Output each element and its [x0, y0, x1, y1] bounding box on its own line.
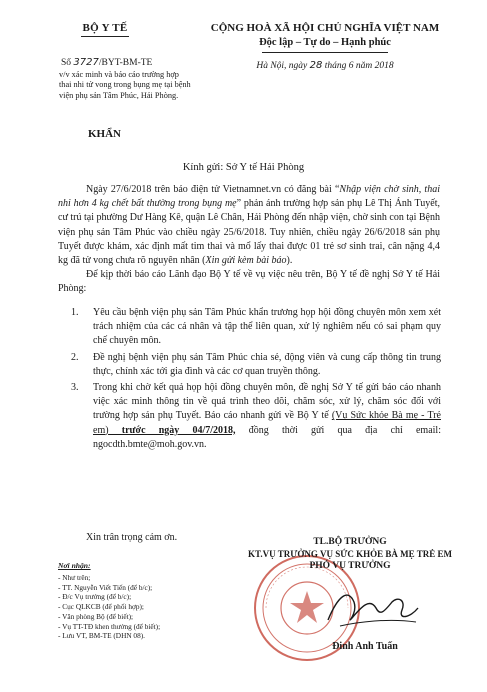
closing-thanks: Xin trân trọng cảm ơn.: [86, 532, 178, 543]
recipient-item: - Đ/c Vụ trưởng (để b/c);: [58, 592, 132, 602]
item-number: 1.: [71, 307, 79, 318]
recipient-item: - Lưu VT, BM-TE (DHN 08).: [58, 631, 145, 641]
item-text-a: Trong khi chờ kết quả họp hội đồng chuyên môn, đề nghị Sở Y tế gửi báo cáo nhanh việc xác minh thông tin về quá trình theo dõi, chăm sóc, xử lý, chăm sóc đối với trường hợp sản phụ Tuyết. Báo cáo nhanh gửi về Bộ Y tế: [93, 382, 441, 422]
recipient-item: - TT. Nguyễn Viết Tiến (để b/c);: [58, 582, 153, 592]
paragraph-1-part-a: Ngày 27/6/2018 trên báo điện tử Vietnamnet.vn có đăng bài “: [86, 184, 340, 195]
motto-underline: [262, 52, 388, 53]
recipients-title: Nơi nhận:: [58, 561, 91, 570]
issuing-agency: BỘ Y TẾ: [82, 22, 128, 34]
document-number-suffix: /BYT-BM-TE: [98, 58, 153, 68]
document-number-handwritten: 3727: [73, 57, 99, 68]
urgency-label: KHẨN: [88, 128, 121, 140]
recipient-item: - Vụ TT-TĐ khen thưởng (để biết);: [58, 621, 161, 631]
recipient-line: Kính gửi: Sở Y tế Hải Phòng: [182, 162, 305, 173]
national-title: CỘNG HOÀ XÃ HỘI CHỦ NGHĨA VIỆT NAM: [210, 22, 440, 34]
body-text: [58, 183, 440, 297]
date-suffix: tháng 6 năm 2018: [324, 61, 394, 71]
date-line: [200, 60, 450, 71]
signature-title-2: KT.VỤ TRƯỞNG VỤ SỨC KHỎE BÀ MẸ TRẺ EM: [248, 549, 452, 559]
request-item-2: [71, 351, 441, 379]
recipient-item: - Cục QLKCB (để phối hợp);: [58, 602, 144, 612]
item-text-d: đồng thời gửi qua địa chỉ email: ngocdth.bmte@moh.gov.vn.: [93, 424, 441, 450]
request-item-3: [71, 381, 441, 452]
paragraph-2: Để kịp thời báo cáo Lãnh đạo Bộ Y tế về vụ việc nêu trên, Bộ Y tế đề nghị Sở Y tế Hải Phòng:: [58, 269, 440, 295]
date-prefix: Hà Nội, ngày: [256, 61, 308, 71]
recipients-list: [58, 573, 223, 641]
handwritten-signature-icon: [318, 578, 428, 638]
date-day-handwritten: 28: [309, 60, 323, 71]
signer-name: Đinh Anh Tuấn: [332, 641, 398, 652]
recipient-item: - Như trên;: [58, 573, 91, 582]
document-number-prefix: Số: [61, 58, 72, 68]
signature-title-3: PHÓ VỤ TRƯỞNG: [309, 561, 391, 571]
paragraph-1: [58, 183, 440, 268]
attachment-note: Xin gửi kèm bài báo: [205, 255, 287, 267]
item-text: Đề nghị bệnh viện phụ sản Tâm Phúc chia sẻ, động viên và cung cấp thông tin trung thực, chính xác tới gia đình và các cơ quan truyền thông.: [93, 352, 441, 378]
document-number: [61, 57, 152, 68]
agency-underline: [81, 36, 129, 37]
item-number: 3.: [71, 382, 79, 393]
paragraph-1-part-c: ” phản ánh trường hợp sản phụ Lê Thị Ánh Tuyết, cư trú tại phường Dư Hàng Kê, quận Lê Chân, Hải Phòng đến nhập viện, chờ sinh con tại Bệnh viện phụ sản Tâm Phúc vào chiều ngày 25/6/2018. Tuy nhiên, chiều ngày 26/6/2018 sản phụ Tuyết được khám, xác định mất tim thai và mổ lấy thai được 01 trẻ sơ sinh trai, cân nặng 4,4 kg đã tử vong chưa rõ nguyên nhân (: [58, 198, 440, 267]
item-text-b: (Vụ Sức khỏe Bà mẹ - Trẻ em): [93, 410, 441, 436]
paragraph-1-part-e: ).: [286, 255, 293, 267]
deadline: trước ngày 04/7/2018,: [108, 424, 236, 436]
document-subject: v/v xác minh và báo cáo trường hợp thai nhi tử vong trong bụng mẹ tại bệnh viện phụ sản Tâm Phúc, Hải Phòng.: [59, 70, 191, 100]
national-motto: Độc lập – Tự do – Hạnh phúc: [259, 37, 391, 48]
item-text: Yêu cầu bệnh viện phụ sản Tâm Phúc khẩn trương họp hội đồng chuyên môn xem xét trách nhiệm của các cá nhân và tập thể liên quan, xử lý nghiêm nếu có sai phạm quy chế chuyên môn.: [93, 307, 441, 347]
recipient-item: - Văn phòng Bộ (để biết);: [58, 611, 134, 621]
item-number: 2.: [71, 352, 79, 363]
article-title: Nhập viện chờ sinh, thai nhi hơn 4 kg chết bất thường trong bụng mẹ: [58, 184, 440, 210]
request-item-1: [71, 306, 441, 349]
signature-title-1: TL.BỘ TRƯỞNG: [313, 537, 387, 547]
